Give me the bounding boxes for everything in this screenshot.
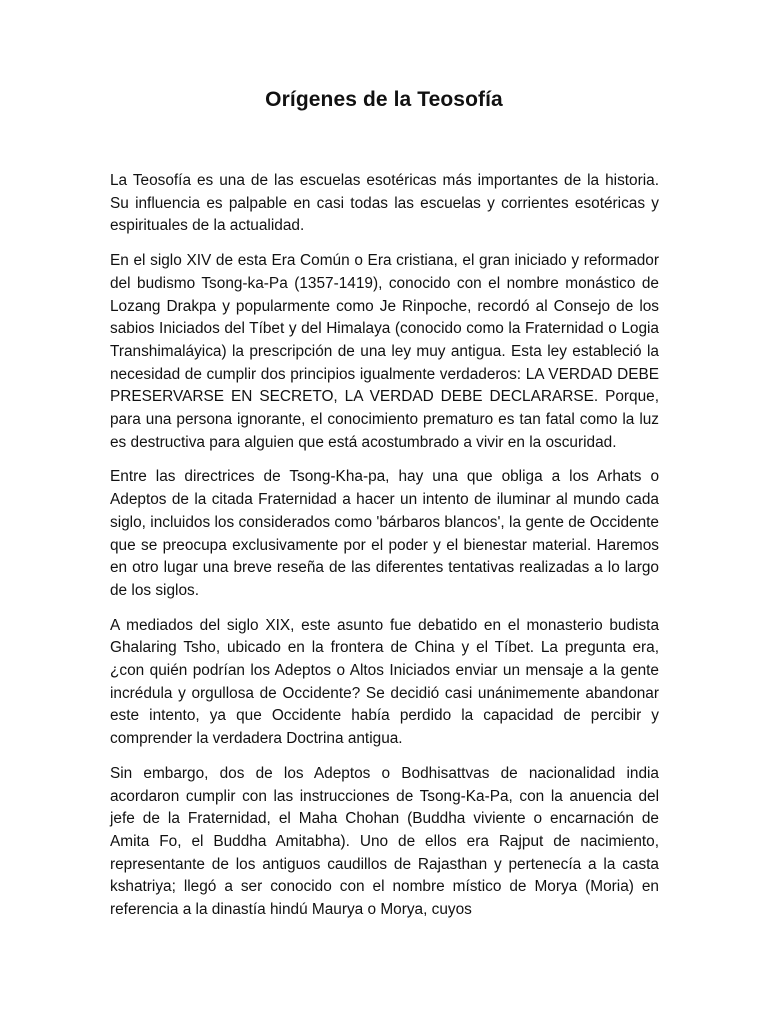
document-body [110, 170, 659, 934]
document-title: Orígenes de la Teosofía [265, 88, 503, 111]
paragraph-1: La Teosofía es una de las escuelas esotéricas más importantes de la historia. Su influencia es palpable en casi todas las escuelas y corrientes esotéricas y espirituales de la actualidad. [110, 172, 659, 235]
paragraph-4: A mediados del siglo XIX, este asunto fue debatido en el monasterio budista Ghalaring Tsho, ubicado en la frontera de China y el Tíbet. La pregunta era, ¿con quién podrían los Adeptos o Altos Iniciados enviar un mensaje a la gente incrédula y orgullosa de Occidente? Se decidió casi unánimemente abandonar este intento, ya que Occidente había perdido la capacidad de percibir y comprender la verdadera Doctrina antigua. [110, 616, 659, 748]
paragraph-2: En el siglo XIV de esta Era Común o Era cristiana, el gran iniciado y reformador del budismo Tsong-ka-Pa (1357-1419), conocido con el nombre monástico de Lozang Drakpa y popularmente como Je Rinpoche, recordó al Consejo de los sabios Iniciados del Tíbet y del Himalaya (conocido como la Fraternidad o Logia Transhimaláyica) la prescripción de una ley muy antigua. Esta ley estableció la necesidad de cumplir dos principios igualmente verdaderos: LA VERDAD DEBE PRESERVARSE EN SECRETO, LA VERDAD DEBE DECLARARSE. Porque, para una persona ignorante, el conocimiento prematuro es tan fatal como la luz es destructiva para alguien que está acostumbrado a vivir en la oscuridad. [110, 252, 659, 451]
paragraph-3: Entre las directrices de Tsong-Kha-pa, hay una que obliga a los Arhats o Adeptos de la citada Fraternidad a hacer un intento de iluminar al mundo cada siglo, incluidos los considerados como 'bárbaros blancos', la gente de Occidente que se preocupa exclusivamente por el poder y el bienestar material. Haremos en otro lugar una breve reseña de las diferentes tentativas realizadas a lo largo de los siglos. [110, 468, 659, 599]
paragraph-5: Sin embargo, dos de los Adeptos o Bodhisattvas de nacionalidad india acordaron cumplir con las instrucciones de Tsong-Ka-Pa, con la anuencia del jefe de la Fraternidad, el Maha Chohan (Buddha viviente o encarnación de Amita Fo, el Buddha Amitabha). Uno de ellos era Rajput de nacimiento, representante de los antiguos caudillos de Rajasthan y pertenecía a la casta kshatriya; llegó a ser conocido con el nombre místico de Morya (Moria) en referencia a la dinastía hindú Maurya o Morya, cuyos [110, 764, 659, 919]
